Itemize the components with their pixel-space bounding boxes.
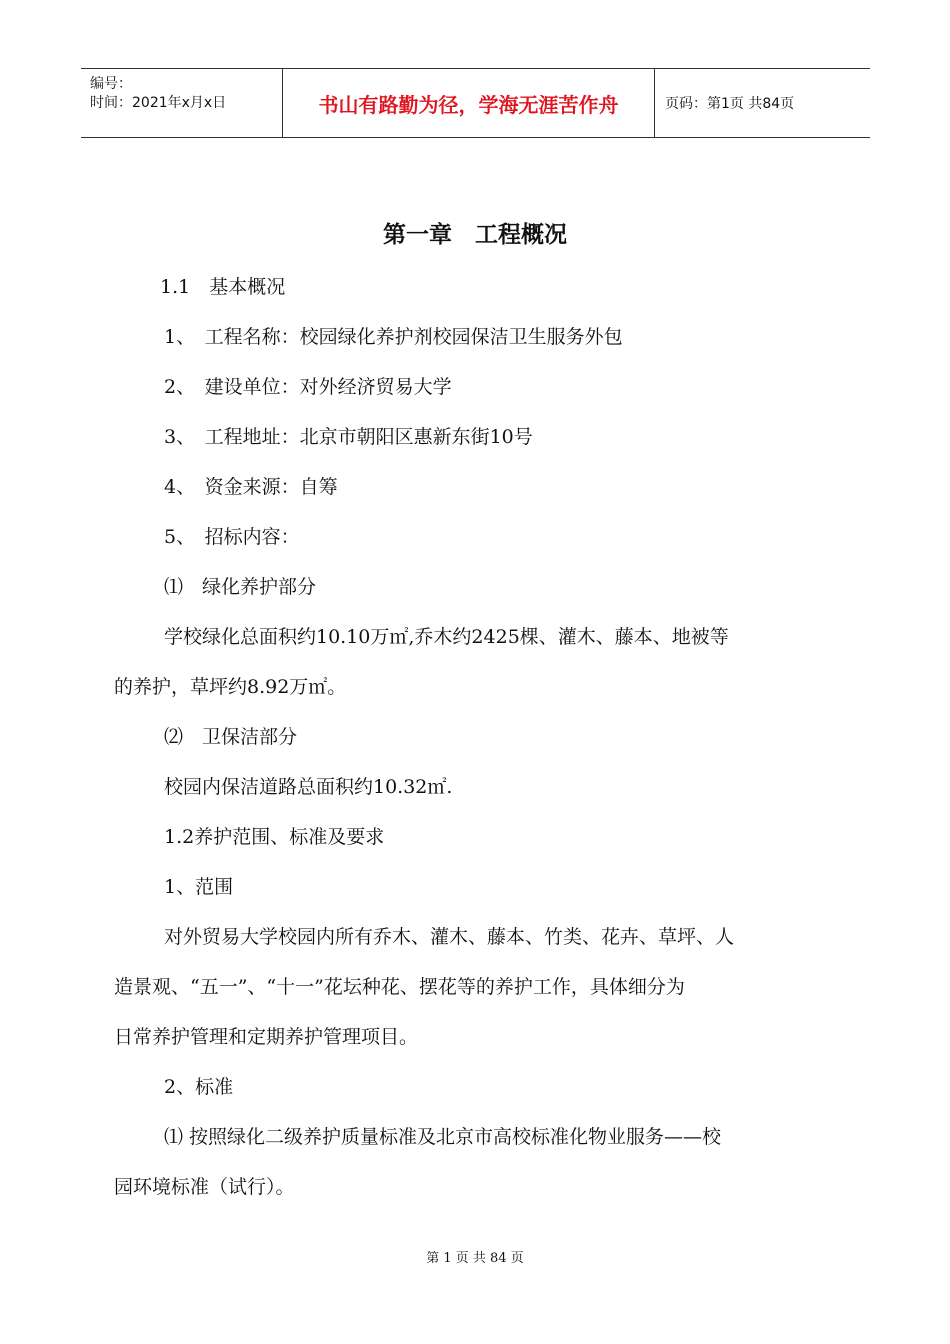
paragraph-line: 的养护，草坪约8.92万㎡。 <box>114 676 347 698</box>
paragraph-line: 园环境标准（试行）。 <box>114 1176 295 1198</box>
sub-heading: ⑵ 卫保洁部分 <box>164 726 298 748</box>
header-page-info: 页码：第1页 共84页 <box>665 96 795 112</box>
header-number-label: 编号： <box>90 76 132 92</box>
paragraph-line: 日常养护管理和定期养护管理项目。 <box>114 1026 419 1048</box>
paragraph-line: 学校绿化总面积约10.10万㎡,乔木约2425棵、灌木、藤本、地被等 <box>164 626 729 648</box>
header-motto: 书山有路勤为径，学海无涯苦作舟 <box>318 92 619 117</box>
list-item: 3、 工程地址：北京市朝阳区惠新东街10号 <box>164 426 533 448</box>
paragraph-line: 校园内保洁道路总面积约10.32㎡. <box>164 776 453 798</box>
list-item: 1、 工程名称：校园绿化养护剂校园保洁卫生服务外包 <box>164 326 623 348</box>
sub-heading: ⑴ 绿化养护部分 <box>164 576 317 598</box>
header-meta-cell <box>81 69 282 137</box>
section-heading: 1.2养护范围、标准及要求 <box>164 826 385 848</box>
chapter-title: 第一章 工程概况 <box>383 222 567 248</box>
header-date-label: 时间：2021年x月x日 <box>90 95 227 111</box>
header-table <box>81 68 870 138</box>
sub-heading: 2、标准 <box>164 1076 234 1098</box>
section-heading: 1.1 基本概况 <box>160 276 286 298</box>
paragraph-line: 造景观、“五一”、“十一”花坛种花、摆花等的养护工作，具体细分为 <box>114 976 685 998</box>
list-item: 5、 招标内容： <box>164 526 300 548</box>
paragraph-line: ⑴ 按照绿化二级养护质量标准及北京市高校标准化物业服务——校 <box>164 1126 722 1148</box>
list-item: 4、 资金来源：自筹 <box>164 476 338 498</box>
paragraph-line: 对外贸易大学校园内所有乔木、灌木、藤本、竹类、花卉、草坪、人 <box>164 926 735 948</box>
sub-heading: 1、范围 <box>164 876 234 898</box>
page-footer: 第 1 页 共 84 页 <box>426 1251 524 1266</box>
list-item: 2、 建设单位：对外经济贸易大学 <box>164 376 452 398</box>
header-divider-right <box>654 69 655 137</box>
